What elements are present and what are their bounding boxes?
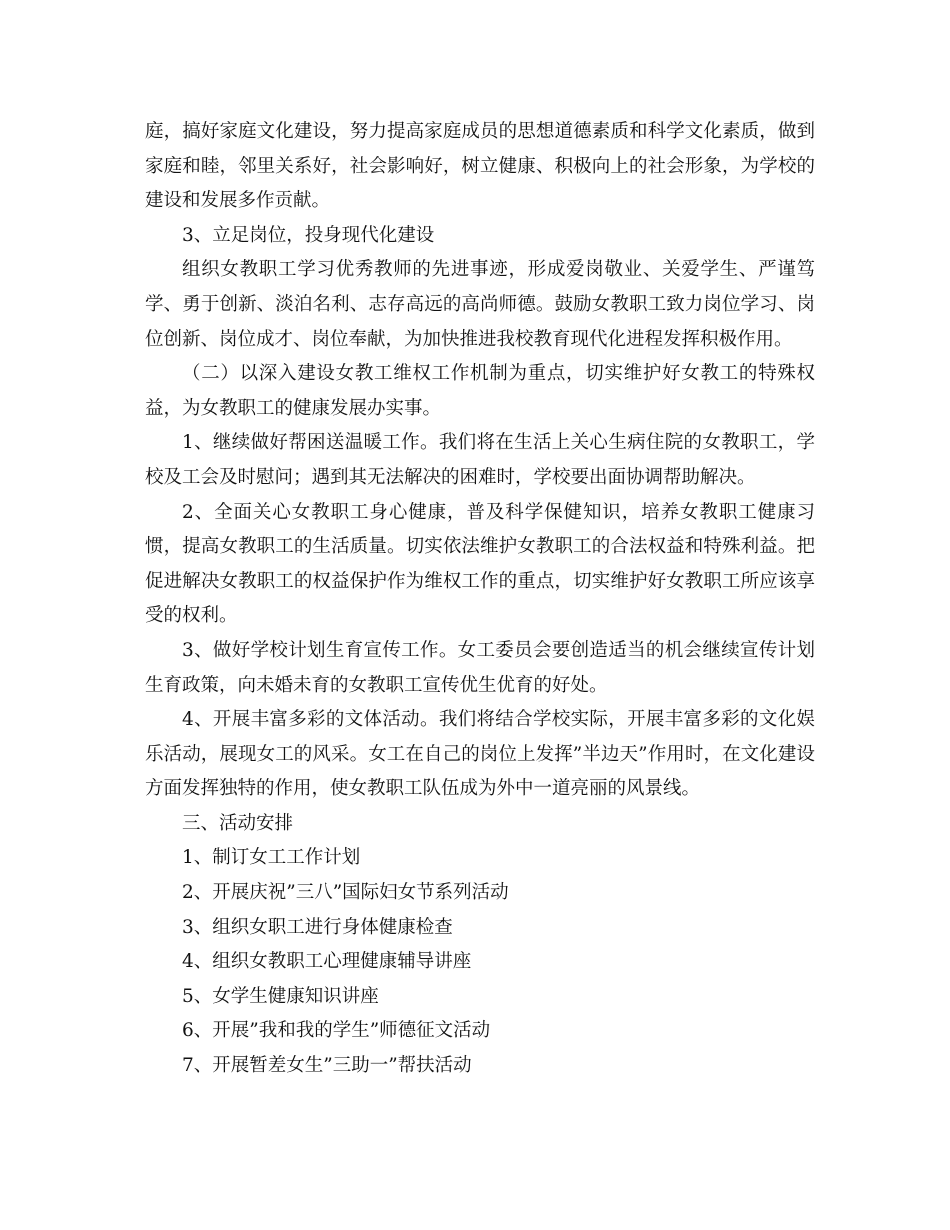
list-item: 3、组织女职工进行身体健康检查 (182, 916, 453, 938)
list-item: 2、开展庆祝”三八”国际妇女节系列活动 (182, 882, 509, 904)
paragraph-health-care: 2、全面关心女教职工身心健康，普及科学保健知识，培养女教职工健康习惯，提高女教职工的生活质量。切实依法维护女教职工的合法权益和特殊利益。把促进解决女教职工的权益保护作为维权工作的重点，切实维护好女教职工所应该享受的权利。 (145, 501, 815, 627)
document-body (145, 115, 815, 1084)
list-item: 7、开展暂差女生”三助一”帮扶活动 (182, 1055, 472, 1077)
paragraph-teacher-ethics: 组织女教职工学习优秀教师的先进事迹，形成爱岗敬业、关爱学生、严谨笃学、勇于创新、淡泊名利、志存高远的高尚师德。鼓励女教职工致力岗位学习、岗位创新、岗位成才、岗位奉献，为加快推进我校教育现代化进程发挥积极作用。 (145, 259, 815, 350)
paragraph-cultural-activities: 4、开展丰富多彩的文体活动。我们将结合学校实际，开展丰富多彩的文化娱乐活动，展现女工的风采。女工在自己的岗位上发挥”半边天”作用时，在文化建设方面发挥独特的作用，使女教职工队伍成为外中一道亮丽的风景线。 (145, 709, 815, 800)
heading-post-modernization: 3、立足岗位，投身现代化建设 (182, 224, 435, 246)
paragraph-poverty-relief: 1、继续做好帮困送温暖工作。我们将在生活上关心生病住院的女教职工，学校及工会及时慰问；遇到其无法解决的困难时，学校要出面协调帮助解决。 (145, 432, 815, 488)
list-item: 1、制订女工工作计划 (182, 847, 361, 869)
list-item: 5、女学生健康知识讲座 (182, 985, 379, 1007)
list-item: 6、开展”我和我的学生”师德征文活动 (182, 1020, 491, 1042)
heading-activity-schedule: 三、活动安排 (182, 812, 294, 834)
heading-rights-mechanism: （二）以深入建设女教工维权工作机制为重点，切实维护好女教工的特殊权益，为女教职工的健康发展办实事。 (145, 363, 815, 419)
paragraph-family-planning: 3、做好学校计划生育宣传工作。女工委员会要创造适当的机会继续宣传计划生育政策，向未婚未育的女教职工宣传优生优育的好处。 (145, 639, 815, 696)
paragraph-family-culture-continuation: 庭，搞好家庭文化建设，努力提高家庭成员的思想道德素质和科学文化素质，做到家庭和睦，邻里关系好，社会影响好，树立健康、积极向上的社会形象，为学校的建设和发展多作贡献。 (145, 121, 815, 212)
list-item: 4、组织女教职工心理健康辅导讲座 (182, 951, 472, 973)
